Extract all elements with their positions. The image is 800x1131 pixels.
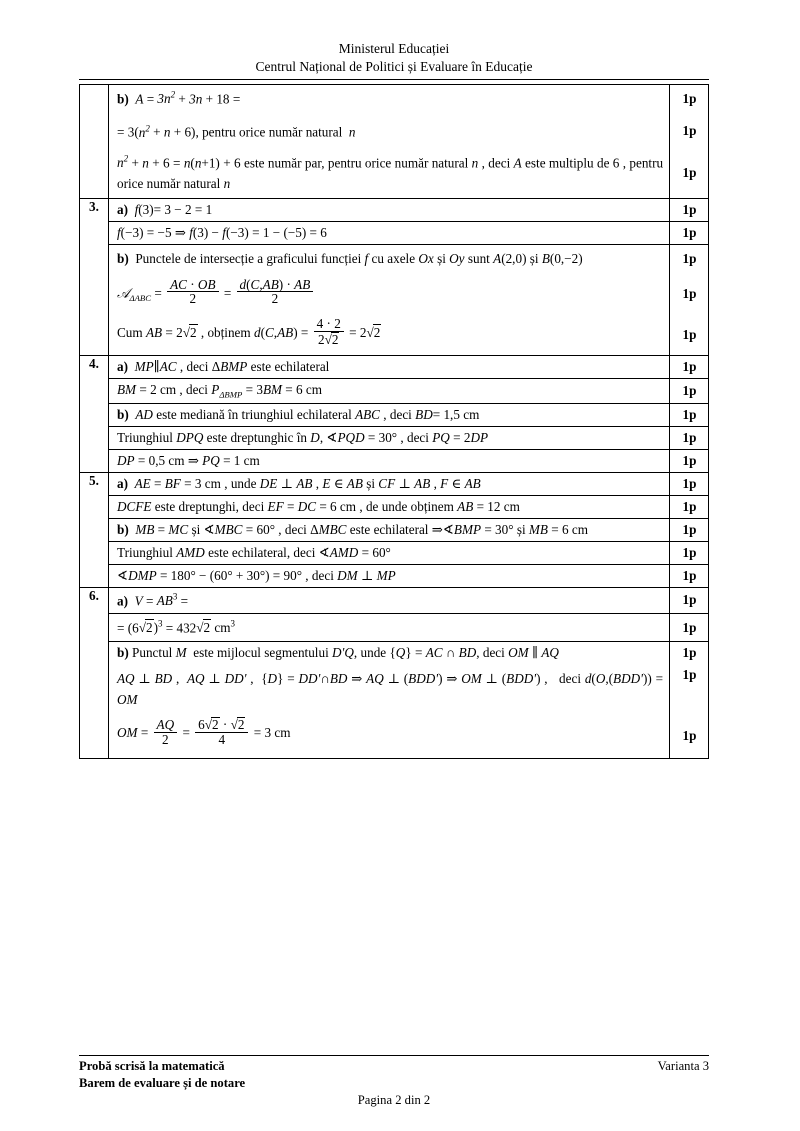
answer-text: a) f(3)= 3 − 2 = 1 [109, 199, 670, 221]
answer-group-4b [109, 403, 708, 472]
points-cell: 1p [670, 221, 709, 244]
answer-text: ∢DMP = 180° − (60° + 30°) = 90° , deci DM ⊥ MP [109, 564, 670, 587]
answer-line [109, 588, 708, 613]
answer-text: DCFE este dreptunghi, deci EF = DC = 6 cm , de unde obținem AB = 12 cm [109, 495, 670, 518]
answer-text: DP = 0,5 cm ⇒ PQ = 1 cm [109, 449, 670, 472]
answer-group-5a [109, 473, 708, 518]
answer-line [109, 564, 708, 587]
answer-text: a) MP∥AC , deci ΔBMP este echilateral [109, 356, 670, 378]
answer-line [109, 356, 708, 378]
answer-line [109, 473, 708, 495]
answer-line [109, 149, 708, 198]
document-header [79, 40, 709, 75]
footer-scheme-name: Barem de evaluare și de notare [79, 1076, 246, 1090]
points-cell: 1p [682, 123, 697, 139]
footer-page-number: Pagina 2 din 2 [357, 1093, 431, 1107]
problem-number-3: 3. [80, 199, 109, 356]
points-cell: 1p [682, 91, 697, 107]
points-cell: 1p [682, 592, 697, 608]
answer-text: = $3(n^2 + n + 6)$, pentru orice număr natural n [109, 113, 670, 148]
answer-line [109, 426, 708, 449]
points-cell: 1p [670, 541, 709, 564]
answer-text: b) $A = 3n^2 + 3n + 18$ = [109, 85, 670, 113]
problem-body-6 [109, 587, 709, 758]
table-row [80, 199, 709, 356]
answer-text: OM = $\frac{AQ}{2}$ = $\frac{6√2 \cdot √2}{4}$ = 3 cm [109, 713, 670, 758]
answer-group-3b [109, 244, 708, 355]
points-cell: 1p [682, 521, 697, 537]
answer-line [109, 378, 708, 403]
problem-body-4 [109, 355, 709, 472]
answer-line [109, 113, 708, 148]
header-center: Centrul Național de Politici și Evaluare în Educație [255, 58, 533, 74]
points-cell: 1p [670, 449, 709, 472]
points-cell: 1p [682, 406, 697, 422]
answer-line [109, 221, 708, 244]
points-cell: 1p [682, 727, 697, 743]
answer-group-5b [109, 518, 708, 587]
answer-line [109, 664, 708, 713]
answer-line [109, 85, 708, 113]
points-cell: 1p [670, 613, 709, 641]
answer-line [109, 199, 708, 221]
answer-text: BM = 2 cm , deci $P_{\Delta BMP} = 3BM = 6$ cm [109, 378, 670, 403]
answer-line [109, 314, 708, 355]
footer-variant: Varianta 3 [657, 1059, 709, 1073]
answer-line [109, 713, 708, 758]
answer-text: b) Punctele de intersecție a graficului funcției f cu axele Ox și Oy sunt A(2,0) și B(0,−2) [109, 245, 670, 273]
answer-line [109, 541, 708, 564]
answer-text: Triunghiul DPQ este dreptunghic în D, ∢PQD = 30° , deci PQ = 2DP [109, 426, 670, 449]
points-cell: 1p [682, 285, 697, 301]
points-cell: 1p [682, 645, 697, 661]
answer-line [109, 449, 708, 472]
answer-group-6a [109, 588, 708, 642]
answer-text: a) AE = BF = 3 cm , unde DE ⊥ AB , E ∈ AB și CF ⊥ AB , F ∈ AB [109, 473, 670, 495]
footer-divider [79, 1055, 709, 1056]
answer-text: AQ ⊥ BD , AQ ⊥ DD' , {D} = DD'∩BD ⇒ AQ ⊥ (BDD') ⇒ OM ⊥ (BDD') , deci d(O,(BDD')) = OM [109, 664, 670, 713]
problem-number-6: 6. [80, 587, 109, 758]
points-cell: 1p [670, 426, 709, 449]
answer-line [109, 404, 708, 426]
answer-line [109, 519, 708, 541]
problem-body [109, 85, 709, 199]
answer-text: $n^2 + n + 6 = n(n+1) + 6$ este număr par, pentru orice număr natural n , deci A este multiplu de 6 , pentru orice număr natural n [109, 149, 670, 198]
footer-exam-name: Probă scrisă la matematică [79, 1059, 225, 1073]
points-cell: 1p [682, 165, 697, 181]
points-cell: 1p [682, 202, 697, 218]
points-cell: 1p [682, 326, 697, 342]
answer-text: Cum AB = 2√2 , obținem d(C,AB) = $\frac{4 \cdot 2}{2√2}$ = 2√2 [109, 314, 670, 355]
answer-group [109, 85, 708, 198]
answer-text: Triunghiul AMD este echilateral, deci ∢AMD = 60° [109, 541, 670, 564]
answer-text: b) MB = MC și ∢MBC = 60° , deci ΔMBC este echilateral ⇒∢BMP = 30° și MB = 6 cm [109, 519, 670, 541]
answer-text: b) AD este mediană în triunghiul echilateral ABC , deci BD= 1,5 cm [109, 404, 670, 426]
answer-text: a) $V = AB^3$ = [109, 588, 670, 613]
points-cell: 1p [682, 358, 697, 374]
answer-group-4a [109, 356, 708, 403]
problem-number-4: 4. [80, 355, 109, 472]
points-cell: 1p [670, 564, 709, 587]
points-cell: 1p [670, 495, 709, 518]
points-cell: 1p [682, 475, 697, 491]
points-cell: 1p [682, 667, 697, 683]
answer-group-6b [109, 641, 708, 758]
header-divider [79, 79, 709, 80]
points-cell: 1p [682, 251, 697, 267]
answer-line [109, 274, 708, 315]
answer-text-area-formula: 𝒜$_{\Delta ABC}$ = $\frac{AC \cdot OB}{2}$ = $\frac{d(C,AB) \cdot AB}{2}$ [109, 274, 670, 315]
answer-line [109, 613, 708, 641]
answer-line [109, 245, 708, 273]
problem-body-3 [109, 199, 709, 356]
points-cell: 1p [670, 378, 709, 403]
answer-line [109, 642, 708, 664]
answer-text: f(−3) = −5 ⇒ f(3) − f(−3) = 1 − (−5) = 6 [109, 221, 670, 244]
table-row [80, 355, 709, 472]
problem-body-5 [109, 472, 709, 587]
header-ministry: Ministerul Educației [338, 41, 450, 56]
answer-group-3a [109, 199, 708, 244]
table-row [80, 587, 709, 758]
answer-line [109, 495, 708, 518]
answer-text: = $(6√2)^3 = 432√2$ $cm^3$ [109, 613, 670, 641]
problem-number-5: 5. [80, 472, 109, 587]
table-row [80, 85, 709, 199]
table-row [80, 472, 709, 587]
problem-number [80, 85, 109, 199]
answer-text: b) Punctul M este mijlocul segmentului D'Q, unde {Q} = AC ∩ BD, deci OM ∥ AQ [109, 642, 670, 664]
barem-table [79, 84, 709, 759]
